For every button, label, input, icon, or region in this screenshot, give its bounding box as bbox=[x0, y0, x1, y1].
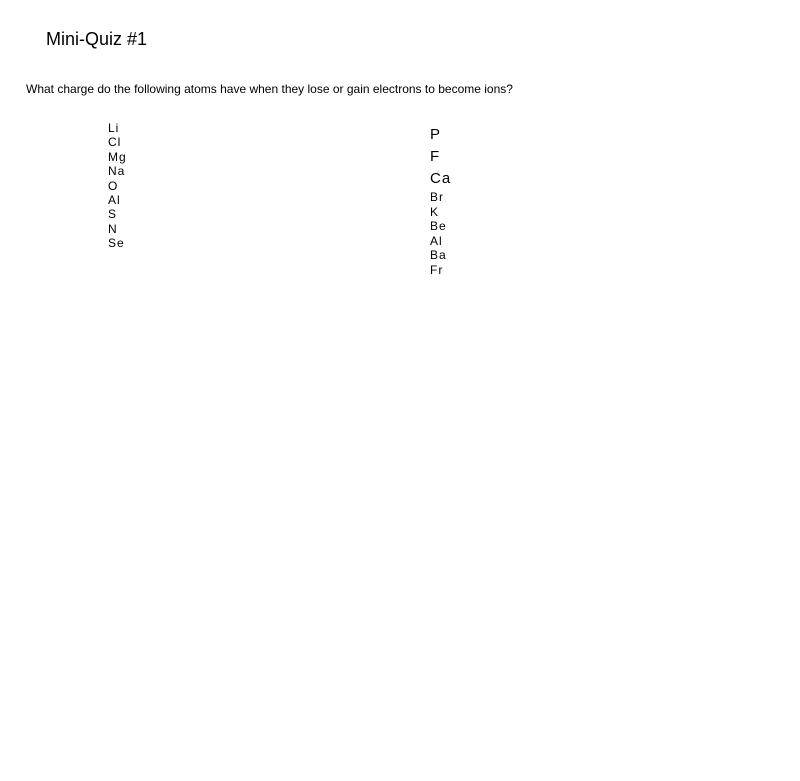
element-item: Li bbox=[108, 121, 120, 135]
element-item: Al bbox=[108, 193, 121, 208]
element-item: Mg bbox=[108, 149, 127, 164]
element-item: Al bbox=[430, 233, 443, 248]
element-item: S bbox=[108, 207, 118, 222]
quiz-title: Mini-Quiz #1 bbox=[46, 29, 148, 49]
element-item: Cl bbox=[108, 135, 122, 150]
element-item: K bbox=[430, 204, 440, 219]
element-item: O bbox=[108, 178, 119, 193]
element-item: P bbox=[430, 126, 442, 143]
element-item: F bbox=[430, 148, 441, 165]
element-item: Br bbox=[430, 190, 444, 204]
quiz-question: What charge do the following atoms have when they lose or gain electrons to become ions? bbox=[26, 82, 513, 96]
element-list-left bbox=[108, 121, 127, 251]
element-list-right bbox=[430, 124, 451, 277]
element-item: Se bbox=[108, 236, 125, 251]
element-item: Ca bbox=[430, 170, 452, 187]
element-item: Be bbox=[430, 219, 447, 233]
element-item: Na bbox=[108, 164, 126, 179]
element-item: Ba bbox=[430, 248, 447, 262]
element-item: Fr bbox=[430, 262, 444, 277]
element-item: N bbox=[108, 221, 118, 236]
